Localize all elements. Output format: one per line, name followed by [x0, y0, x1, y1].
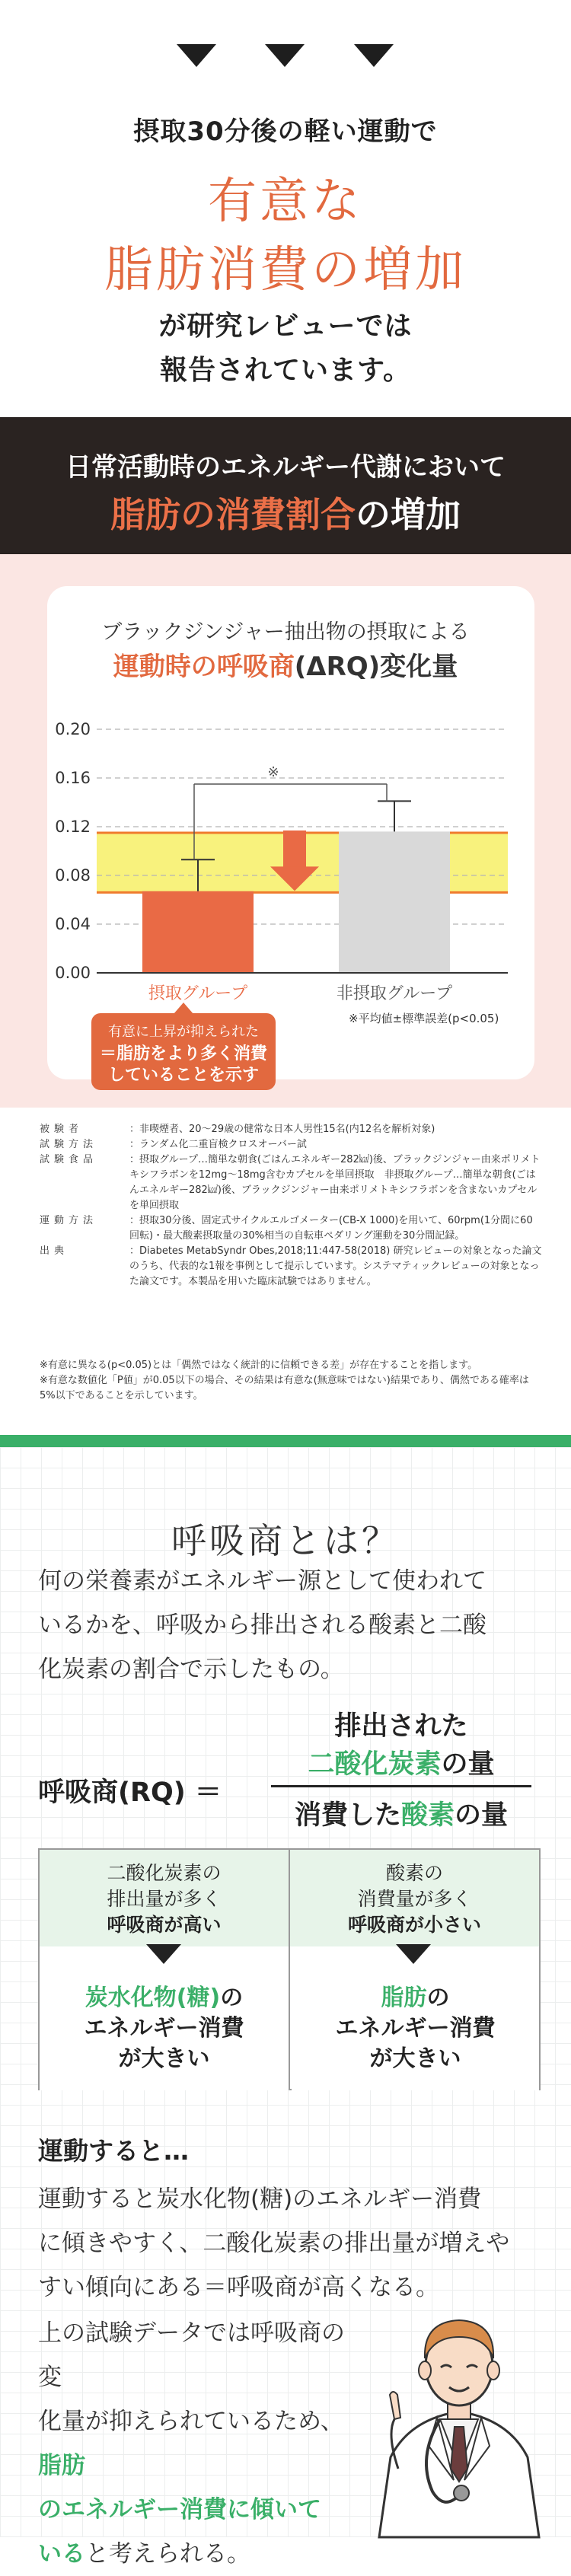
- chart-subtitle: [0, 646, 571, 683]
- banner-highlight: 脂肪の消費割合: [110, 494, 356, 535]
- intro-tail-2: 報告されています。: [159, 355, 412, 386]
- conclusion-highlight: のエネルギー消費に傾いて: [38, 2496, 321, 2523]
- rq-description-line: 化炭素の割合で示したもの。: [38, 1656, 344, 1683]
- compare-text: が大きい: [369, 2045, 461, 2072]
- formula-denominator: [268, 1794, 534, 1832]
- y-tick-label: 0.20: [55, 720, 91, 738]
- compare-right-top: [290, 1850, 539, 1946]
- o2-label: 酸素: [400, 1800, 455, 1831]
- rq-description-line: いるかを、呼吸から排出される酸素と二酸: [38, 1612, 486, 1639]
- compare-text: エネルギー消費: [335, 2015, 496, 2042]
- y-tick-label: 0.00: [55, 964, 91, 982]
- conclusion-highlight: いる: [38, 2540, 85, 2568]
- exercise-heading: 運動すると…: [38, 2136, 189, 2166]
- denominator-prefix: 消費した: [294, 1800, 401, 1831]
- down-arrows: [0, 44, 571, 75]
- detail-value: ：Diabetes MetabSyndr Obes,2018;11:447-58(2018) 研究レビューの対象となった論文のうち、代表的な1報を事例として提示しています。システマティックレビューの対象となった論文です。本製品を用いた臨床試験ではありません。: [129, 1245, 542, 1287]
- compare-text: エネルギー消費: [84, 2015, 244, 2042]
- compare-text: の: [220, 1985, 244, 2011]
- compare-left-top: [40, 1850, 290, 1946]
- compare-left-bottom: [40, 1946, 290, 2090]
- exercise-line: に傾きやすく、二酸化炭素の排出量が増えや: [38, 2230, 510, 2257]
- y-tick-label: 0.12: [55, 818, 91, 836]
- compare-text: が大きい: [118, 2045, 210, 2072]
- formula-numerator-1: 排出された: [334, 1711, 468, 1742]
- exercise-line: すい傾向にある＝呼吸商が高くなる。: [38, 2274, 439, 2301]
- y-tick-label: 0.04: [55, 915, 91, 933]
- compare-text: 二酸化炭素の: [107, 1862, 222, 1884]
- detail-label: 試験食品: [40, 1154, 98, 1165]
- rq-description: [38, 1559, 541, 1691]
- compare-text: 消費量が多く: [357, 1888, 472, 1910]
- detail-row: [40, 1122, 542, 1137]
- intro-line: 摂取30分後の軽い運動で: [133, 116, 438, 147]
- rq-heading: 呼吸商とは？: [171, 1520, 400, 1561]
- detail-value: ：摂取グループ…簡単な朝食(ごはんエネルギー282㎉)後、ブラックジンジャー由来ポリメトキシフラボンを12mg～18mg含むカプセルを単回摂取 非摂取グループ…簡単な朝食(ごはんエネルギー282㎉)後、ブラックジンジャー由来ポリメトキシフラボンを含まないカプセルを単回摂取: [129, 1154, 541, 1211]
- detail-value: ：摂取30分後、固定式サイクルエルゴメーター(CB-X 1000)を用いて、60rpm(1分間に60回転)・最大酸素摂取量の30%相当の自転車ペダリング運動を30分間記録。: [129, 1215, 533, 1242]
- conclusion-text: と考えられる。: [85, 2540, 250, 2568]
- significance-mark: ※: [267, 764, 279, 780]
- rq-bar-chart: [47, 708, 534, 1028]
- intro-headline-1: 有意な: [208, 174, 363, 230]
- chart-subtitle-rest: (ΔRQ)変化量: [294, 652, 458, 682]
- bar-control: [339, 831, 450, 973]
- compare-text: 呼吸商が小さい: [347, 1914, 481, 1936]
- down-triangle-icon: [396, 1944, 431, 1964]
- down-triangle-icon: [354, 44, 394, 67]
- conclusion-highlight: 脂肪: [38, 2452, 85, 2479]
- banner-line-1: 日常活動時のエネルギー代謝において: [65, 452, 506, 483]
- detail-row: [40, 1244, 542, 1290]
- conclusion-line: [38, 2399, 365, 2488]
- co2-label: 二酸化炭素: [308, 1749, 442, 1780]
- x-tick-label: 摂取グループ: [148, 984, 248, 1003]
- footnote: ※有意な数値化「P値」が0.05以下の場合、その結果は有意な(無意味ではない)結果であり、偶然である確率は5%以下であることを示しています。: [40, 1375, 529, 1401]
- detail-label: 被験者: [40, 1124, 84, 1135]
- banner-line-2: [0, 487, 571, 537]
- fraction-line: [271, 1785, 531, 1787]
- denominator-suffix: の量: [455, 1800, 509, 1831]
- down-triangle-icon: [265, 44, 305, 67]
- study-details: [40, 1122, 542, 1290]
- footnotes: [40, 1358, 542, 1404]
- callout-line-1: 有意に上昇が抑えられた: [108, 1024, 259, 1040]
- down-arrow-icon: [283, 831, 306, 869]
- formula-lhs: 呼吸商(RQ) ＝: [38, 1777, 222, 1808]
- carb-label: 炭水化物(糖): [85, 1985, 221, 2011]
- numerator-suffix: の量: [441, 1749, 495, 1780]
- dark-banner: [0, 417, 571, 554]
- callout-box: [91, 1013, 276, 1090]
- y-tick-label: 0.08: [55, 866, 91, 885]
- compare-text: [292, 1983, 539, 2013]
- callout-line-2: ＝脂肪をより多く消費: [99, 1044, 267, 1063]
- bar-intake: [142, 891, 254, 973]
- detail-row: [40, 1213, 542, 1244]
- compare-text: 排出量が多く: [107, 1888, 222, 1910]
- conclusion-line: [38, 2532, 365, 2576]
- detail-label: 運動方法: [40, 1215, 98, 1226]
- exercise-line: 運動すると炭水化物(糖)のエネルギー消費: [38, 2185, 482, 2213]
- conclusion-line: 上の試験データでは呼吸商の変: [38, 2319, 345, 2391]
- conclusion-text: 化量が抑えられているため、: [38, 2408, 344, 2435]
- conclusion-line: [38, 2488, 365, 2532]
- fat-label: 脂肪: [381, 1985, 427, 2011]
- footnote: ※有意に異なる(p<0.05)とは「偶然ではなく統計的に信頼できる差」が存在することを指します。: [40, 1360, 478, 1371]
- compare-text: の: [426, 1985, 450, 2011]
- compare-text: [40, 1983, 289, 2013]
- compare-text: 酸素の: [385, 1862, 443, 1884]
- conclusion-text: [38, 2311, 365, 2576]
- comparison-table: [38, 1848, 541, 2090]
- detail-label: 試験方法: [40, 1139, 98, 1150]
- doctor-illustration: [364, 2305, 554, 2537]
- intro-tail-1: が研究レビューでは: [158, 311, 413, 342]
- chart-subtitle-highlight: 運動時の呼吸商: [113, 652, 295, 682]
- compare-text: 呼吸商が高い: [107, 1914, 222, 1936]
- down-triangle-icon: [146, 1944, 181, 1964]
- chart-note: ※平均値±標準誤差(p<0.05): [349, 1012, 499, 1025]
- rq-description-line: 何の栄養素がエネルギー源として使われて: [38, 1567, 486, 1595]
- chart-title: ブラックジンジャー抽出物の摂取による: [101, 620, 470, 644]
- formula-numerator-2: [268, 1743, 534, 1781]
- section-divider: [0, 1435, 571, 1447]
- down-triangle-icon: [177, 44, 216, 67]
- exercise-text: [38, 2177, 541, 2310]
- detail-row: [40, 1153, 542, 1213]
- callout-line-3: していることを示す: [107, 1066, 259, 1085]
- x-tick-label: 非摂取グループ: [336, 984, 453, 1003]
- intro-headline-2: 脂肪消費の増加: [104, 242, 467, 298]
- detail-label: 出典: [40, 1245, 69, 1257]
- detail-value: ：ランダム化二重盲検クロスオーバー試: [129, 1139, 307, 1150]
- detail-row: [40, 1137, 542, 1153]
- compare-right-bottom: [292, 1946, 539, 2090]
- banner-rest: の増加: [356, 494, 461, 535]
- y-tick-label: 0.16: [55, 769, 91, 787]
- detail-value: ：非喫煙者、20～29歳の健常な日本人男性15名(内12名を解析対象): [129, 1124, 435, 1135]
